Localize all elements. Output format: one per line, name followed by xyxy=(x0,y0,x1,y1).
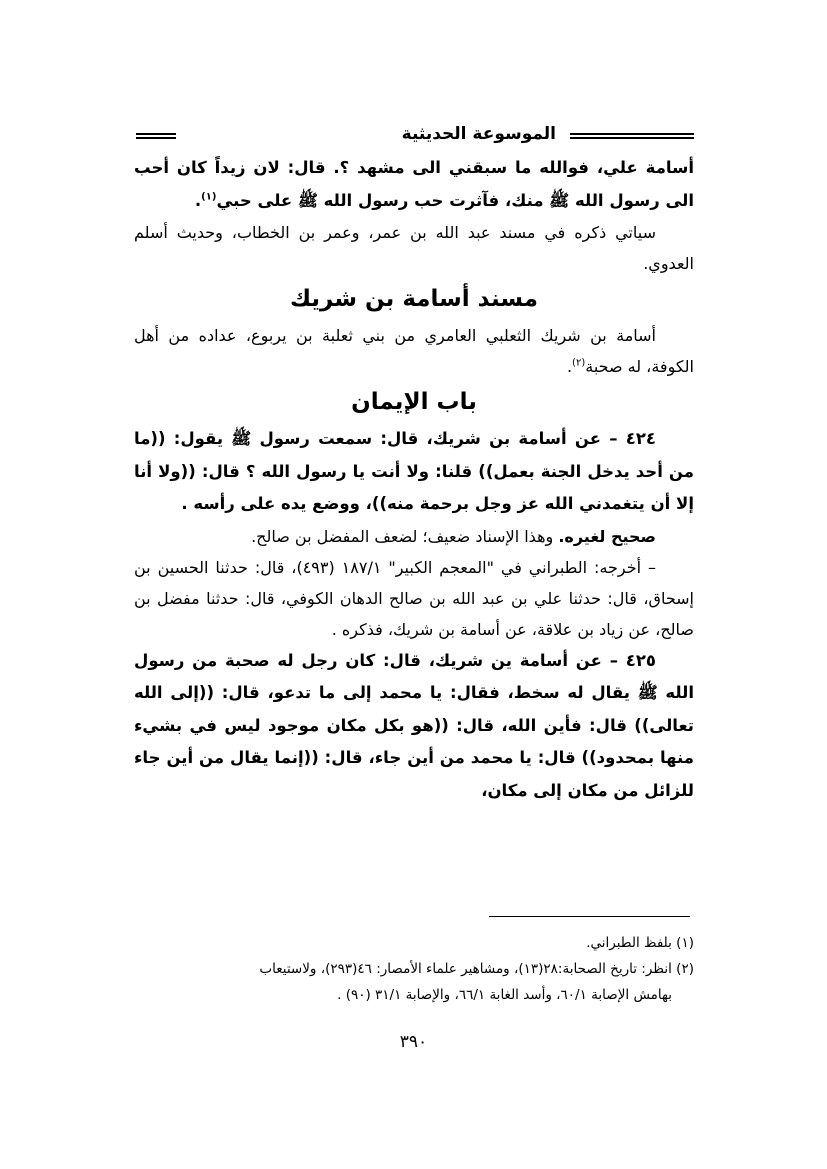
header-rule-right xyxy=(570,133,694,139)
header-rule-left xyxy=(136,133,176,139)
running-header xyxy=(136,124,694,150)
footnote-ref-2[interactable]: (٢) xyxy=(572,357,586,369)
paragraph-bio: أسامة بن شريك الثعلبي العامري من بني ثعلبة بن يربوع، عداده من أهل الكوفة، له صحبة$^{(٢)}$. xyxy=(134,326,694,376)
section-heading: مسند أسامة بن شريك xyxy=(290,286,538,312)
takhrij-paragraph: – أخرجه: الطبراني في "المعجم الكبير" ١٨٧/١ (٤٩٣)، قال: حدثنا الحسين بن إسحاق، قال: حدثنا علي بن عبد الله بن صالح الدهان الكوفي، قال: حدثنا مفضل بن صالح، عن زياد بن علاقة، عن أسامة بن شريك، فذكره . xyxy=(134,557,694,639)
paragraph-text: أسامة بن شريك الثعلبي العامري من بني ثعلبة بن يربوع، عداده من أهل الكوفة، له صحبة xyxy=(134,326,694,376)
chapter-heading: باب الإيمان xyxy=(351,389,477,415)
paragraph-note: سياتي ذكره في مسند عبد الله بن عمر، وعمر بن الخطاب، وحديث أسلم العدوي. xyxy=(134,223,694,273)
footnote-separator xyxy=(489,916,690,917)
hadith-424: ٤٢٤ – عن أسامة بن شريك، قال: سمعت رسول ﷺ يقول: ((ما من أحد يدخل الجنة بعمل)) قلنا: ولا أنت يا رسول الله ؟ قال: ((ولا أنا إلا أن يتغمدني الله عز وجل برحمة منه))، ووضع يده على رأسه . xyxy=(134,429,694,513)
header-title: الموسوعة الحديثية xyxy=(401,124,556,144)
page-number: ٣٩٠ xyxy=(399,1032,428,1052)
footnote-2: (٢) انظر: تاريخ الصحابة:٢٨(١٣)، ومشاهير علماء الأمصار: ٤٦(٢٩٣)، ولاستيعاب xyxy=(259,961,694,977)
paragraph-continuation: أسامة علي، فوالله ما سبقني الى مشهد ؟. قال: لان زيداً كان أحب الى رسول الله ﷺ منك، فآثرت حب رسول الله ﷺ على حبي$^{(١)}$. xyxy=(134,158,694,210)
footnotes xyxy=(134,930,694,1008)
page-body xyxy=(134,152,694,807)
footnote-2-continuation: بهامش الإصابة ٦٠/١، وأسد الغابة ٦٦/١، والإصابة ٣١/١ (٩٠) . xyxy=(337,987,672,1003)
footnote-1: (١) بلفظ الطبراني. xyxy=(586,935,694,951)
grading-line xyxy=(134,521,694,552)
footnote-ref-1[interactable]: (١) xyxy=(201,191,217,202)
paragraph-text: أسامة علي، فوالله ما سبقني الى مشهد ؟. قال: لان زيداً كان أحب الى رسول الله ﷺ منك، فآثرت حب رسول الله ﷺ على حبي xyxy=(134,158,694,210)
grading-text: وهذا الإسناد ضعيف؛ لضعف المفضل بن صالح. xyxy=(251,526,559,546)
grading-label: صحيح لغيره. xyxy=(558,526,656,546)
hadith-425: ٤٢٥ – عن أسامة ين شريك، قال: كان رجل له صحبة من رسول الله ﷺ يقال له سخط، فقال: يا محمد إلى ما تدعو، قال: ((إلى الله تعالى)) قال: فأين الله، قال: ((هو بكل مكان موجود ليس في بشيء منها بمحدود)) قال: يا محمد من أين جاء، قال: ((إنما يقال من أين جاء للزائل من مكان إلى مكان، xyxy=(134,650,694,800)
